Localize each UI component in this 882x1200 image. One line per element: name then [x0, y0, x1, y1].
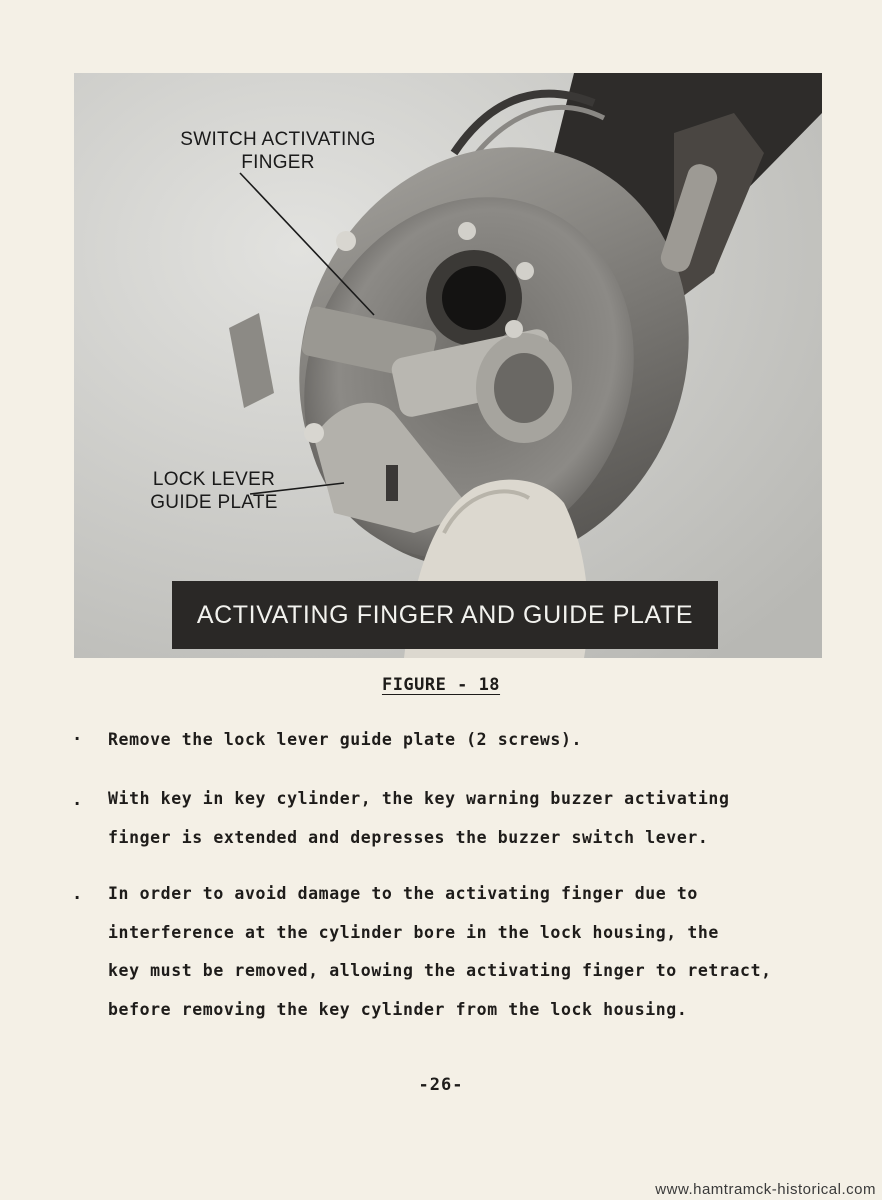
bullet-3: .: [72, 884, 83, 904]
paragraph-2-line-2: finger is extended and depresses the buzzer switch lever.: [108, 827, 709, 847]
paragraph-3: [108, 875, 848, 1029]
page-number: -26-: [418, 1075, 464, 1095]
callout-switch-line2: FINGER: [241, 152, 315, 173]
callout-lock-line2: GUIDE PLATE: [150, 492, 278, 513]
paragraph-2-line-1: With key in key cylinder, the key warning buzzer activating: [108, 789, 730, 808]
bullet-2: .: [72, 790, 83, 810]
figure-caption: [0, 675, 882, 695]
paragraph-3-line-4: before removing the key cylinder from the lock housing.: [108, 999, 688, 1019]
paragraph-3-line-2: interference at the cylinder bore in the lock housing, the: [108, 922, 719, 942]
watermark: www.hamtramck-historical.com: [655, 1181, 876, 1198]
paragraph-1: [108, 721, 848, 760]
figure-caption-text: FIGURE - 18: [381, 675, 501, 695]
paragraph-3-line-1: In order to avoid damage to the activating finger due to: [108, 884, 698, 903]
paragraph-1-line-1: Remove the lock lever guide plate (2 screws).: [108, 730, 583, 749]
bullet-1: .: [72, 725, 83, 745]
paragraph-2: [108, 780, 848, 857]
callout-switch-line1: SWITCH ACTIVATING: [180, 129, 376, 150]
callout-lock-lever-guide-plate: [114, 468, 314, 514]
callout-switch-activating-finger: [138, 128, 418, 174]
paragraph-3-line-3: key must be removed, allowing the activating finger to retract,: [108, 961, 772, 980]
callout-lock-line1: LOCK LEVER: [152, 469, 276, 490]
figure-photo: [74, 73, 822, 658]
figure-banner: ACTIVATING FINGER AND GUIDE PLATE: [172, 581, 718, 649]
